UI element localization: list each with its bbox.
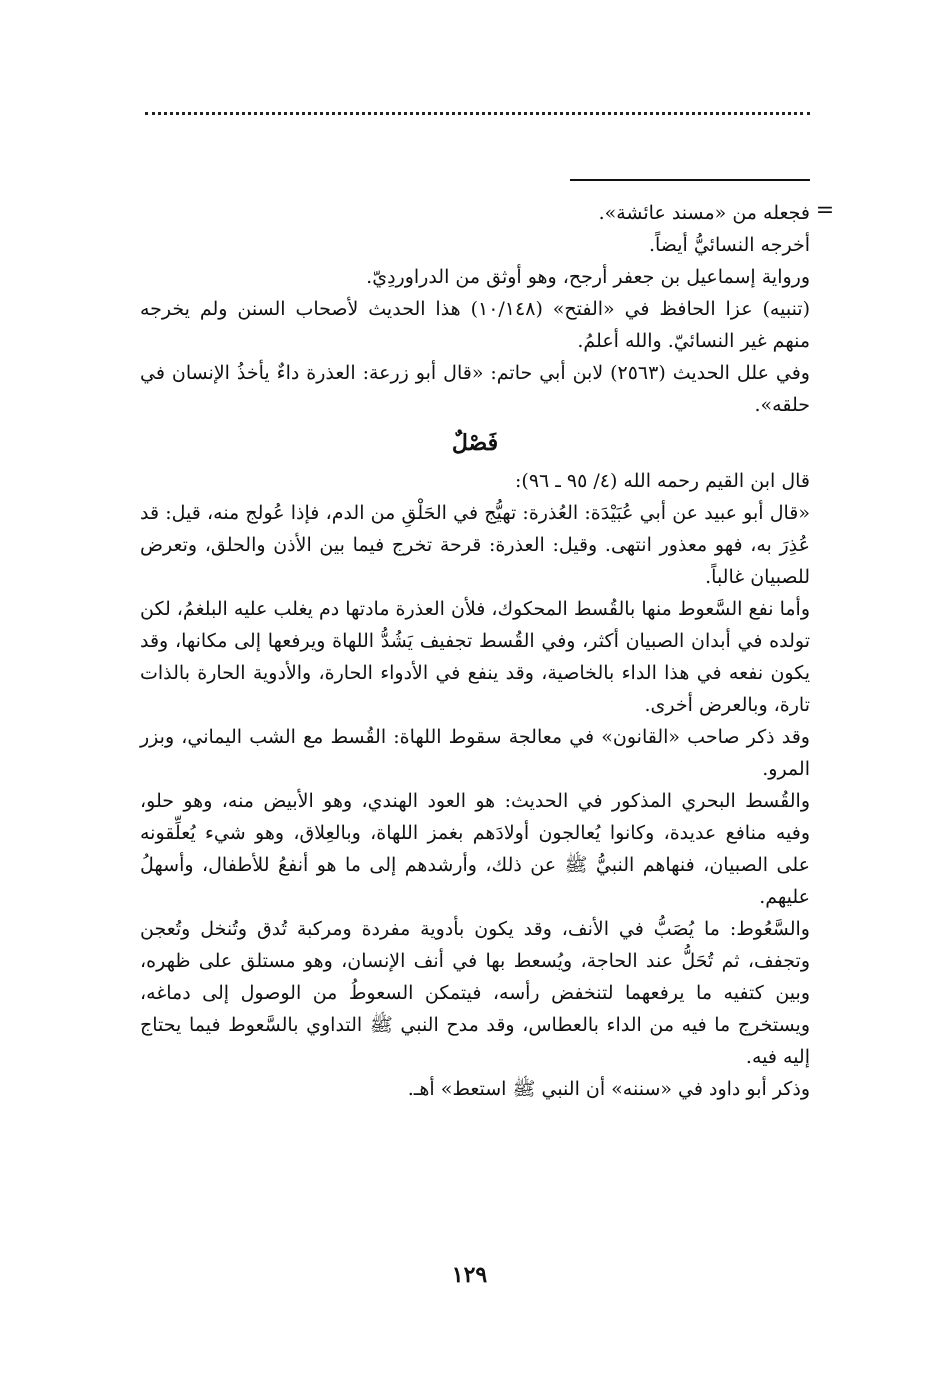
footnote-continuation-mark: =: [815, 198, 835, 223]
paragraph: «قال أبو عبيد عن أبي عُبَيْدَة: العُذرة: تهيُّج في الحَلْقِ من الدم، فإذا عُولج منه، قيل: قد عُذِرَ به، فهو معذور انتهى. وقيل: العذرة: قرحة تخرج فيما بين الأذن والحلق، وتعرض للصبيان غالباً.: [140, 502, 810, 588]
paragraph: وذكر أبو داود في «سننه» أن النبي ﷺ استعط» أهـ.: [407, 1078, 810, 1100]
section-heading: فَصْلٌ: [451, 430, 499, 456]
paragraph: قال ابن القيم رحمه الله (٤/ ٩٥ ـ ٩٦):: [514, 470, 810, 492]
paragraph: وقد ذكر صاحب «القانون» في معالجة سقوط اللهاة: القُسط مع الشب اليماني، وبزر المرو.: [140, 726, 810, 780]
page-body: [140, 197, 810, 1105]
paragraph: والسَّعُوط: ما يُصَبُّ في الأنف، وقد يكون بأدوية مفردة ومركبة تُدق وتُنخل وتُعجن وتجفف، ثم تُحَلُّ عند الحاجة، ويُسعط بها في أنف الإنسان، وهو مستلق على ظهره، وبين كتفيه ما يرفعهما لتنخفض رأسه، فيتمكن السعوطُ من الوصول إلى دماغه، ويستخرج ما فيه من الداء بالعطاس، وقد مدح النبي ﷺ التداوي بالسَّعوط فيما يحتاج إليه فيه.: [140, 918, 810, 1068]
paragraph: والقُسط البحري المذكور في الحديث: هو العود الهندي، وهو الأبيض منه، وهو حلو، وفيه منافع عديدة، وكانوا يُعالجون أولادَهم بغمز اللهاة، وبالعِلاق، وهو شيء يُعلِّقونه على الصبيان، فنهاهم النبيُّ ﷺ عن ذلك، وأرشدهم إلى ما هو أنفعُ للأطفال، وأسهلُ عليهم.: [140, 790, 810, 908]
footnote-line: فجعله من «مسند عائشة».: [598, 202, 810, 224]
footnote-line: وفي علل الحديث (٢٥٦٣) لابن أبي حاتم: «قال أبو زرعة: العذرة داءٌ يأخذُ الإنسان في حلقه».: [140, 362, 810, 416]
footnote-separator-line: [570, 179, 810, 181]
footnote-line: ورواية إسماعيل بن جعفر أرجح، وهو أوثق من الدراوردِيّ.: [366, 266, 810, 288]
header-dotted-rule: [145, 112, 810, 115]
footnote-line: (تنبيه) عزا الحافظ في «الفتح» (١٠/١٤٨) هذا الحديث لأصحاب السنن ولم يخرجه منهم غير النسائيّ. والله أعلمُ.: [140, 298, 810, 352]
page-number: ١٢٩: [451, 1262, 488, 1288]
paragraph: وأما نفع السَّعوط منها بالقُسط المحكوك، فلأن العذرة مادتها دم يغلب عليه البلغمُ، لكن تولده في أبدان الصبيان أكثر، وفي القُسط تجفيف يَشُدُّ اللهاة ويرفعها إلى مكانها، وقد يكون نفعه في هذا الداء بالخاصية، وقد ينفع في الأدواء الحارة، والأدوية الحارة بالذات تارة، وبالعرض أخرى.: [140, 598, 810, 716]
footnote-line: أخرجه النسائيُّ أيضاً.: [648, 234, 810, 256]
